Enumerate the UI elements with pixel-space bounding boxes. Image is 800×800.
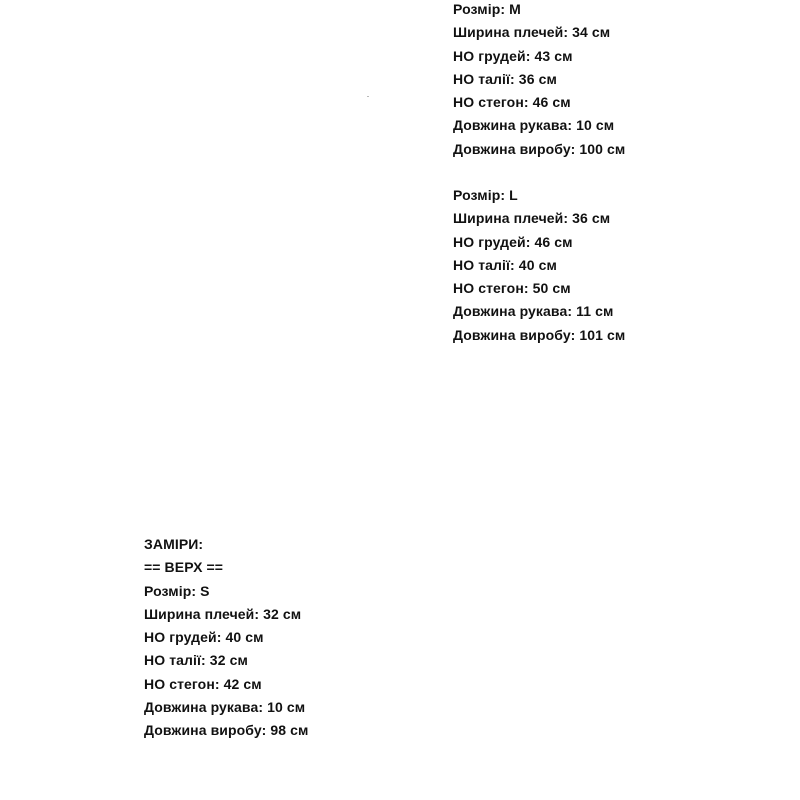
sleeve-length: Довжина рукава: 10 см: [453, 117, 615, 134]
garment-length: Довжина виробу: 98 см: [144, 722, 309, 739]
shoulder-width: Ширина плечей: 34 см: [453, 24, 611, 41]
section-subheading: == ВЕРХ ==: [144, 559, 224, 576]
waist-circumference: НО талії: 32 см: [144, 652, 248, 669]
size-label: Розмір: S: [144, 582, 210, 599]
hip-circumference: НО стегон: 46 см: [453, 94, 571, 111]
hip-circumference: НО стегон: 42 см: [144, 675, 262, 692]
chest-circumference: НО грудей: 43 см: [453, 47, 573, 64]
measurements-size-s: [144, 533, 308, 743]
sleeve-length: Довжина рукава: 11 см: [453, 303, 614, 320]
scan-speck: [367, 96, 369, 97]
waist-circumference: НО талії: 40 см: [453, 256, 557, 273]
size-label: Розмір: M: [453, 1, 521, 17]
hip-circumference: НО стегон: 50 см: [453, 280, 571, 297]
measurements-size-l: [453, 184, 625, 347]
shoulder-width: Ширина плечей: 32 см: [144, 605, 302, 622]
sleeve-length: Довжина рукава: 10 см: [144, 699, 306, 716]
garment-length: Довжина виробу: 100 см: [453, 140, 626, 157]
measurements-size-m: [453, 0, 625, 161]
shoulder-width: Ширина плечей: 36 см: [453, 210, 611, 227]
chest-circumference: НО грудей: 46 см: [453, 233, 573, 250]
garment-length: Довжина виробу: 101 см: [453, 326, 626, 343]
chest-circumference: НО грудей: 40 см: [144, 629, 264, 646]
section-heading: ЗАМІРИ:: [144, 536, 204, 552]
size-label: Розмір: L: [453, 187, 518, 203]
waist-circumference: НО талії: 36 см: [453, 70, 557, 87]
